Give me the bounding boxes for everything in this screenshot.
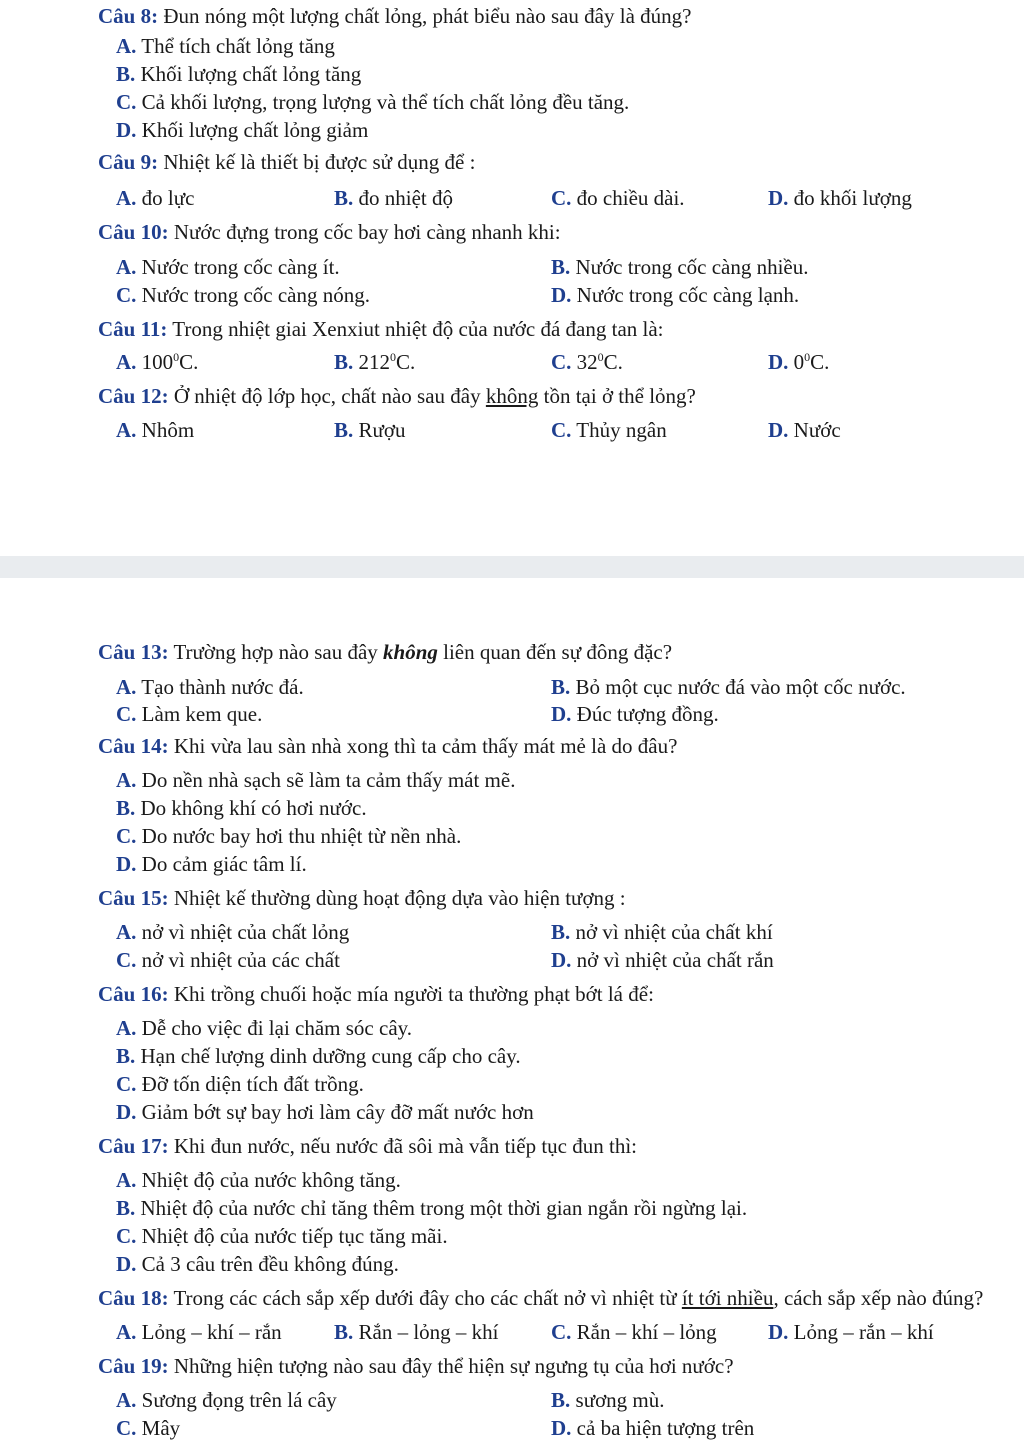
option-c: C. Nước trong cốc càng nóng.: [116, 283, 371, 307]
option-c: C. Rắn – khí – lỏng: [551, 1320, 717, 1344]
option-b: B. đo nhiệt độ: [334, 186, 454, 210]
option-c: C. Nhiệt độ của nước tiếp tục tăng mãi.: [116, 1224, 448, 1248]
option-b: B. Nước trong cốc càng nhiều.: [551, 255, 809, 279]
question-number: Câu 18:: [98, 1286, 169, 1310]
option-d: D. Đúc tượng đồng.: [551, 702, 719, 726]
question-number: Câu 10:: [98, 220, 169, 244]
question-number: Câu 17:: [98, 1134, 169, 1158]
option-d: D. $0^0C$.: [768, 350, 830, 374]
option-b: B. Bỏ một cục nước đá vào một cốc nước.: [551, 675, 906, 699]
underlined-phrase: ít tới nhiều: [681, 1286, 774, 1310]
option-d: D. đo khối lượng: [768, 186, 912, 210]
option-c: C. Làm kem que.: [116, 702, 263, 726]
option-c: C. Đỡ tốn diện tích đất trồng.: [116, 1072, 364, 1096]
question-18: Câu 18: Trong các cách sắp xếp dưới đây cho các chất nở vì nhiệt từ ít tới nhiều, cách sắp xếp nào đúng?: [98, 1286, 984, 1310]
option-c: C. nở vì nhiệt của các chất: [116, 948, 340, 972]
option-a: A. Nhôm: [116, 418, 195, 442]
question-10: [98, 220, 561, 245]
emphasized-word: không: [383, 640, 438, 664]
option-d: D. Do cảm giác tâm lí.: [116, 852, 307, 876]
question-stem: Nhiệt kế thường dùng hoạt động dựa vào hiện tượng :: [168, 886, 626, 910]
option-c: C. Mây: [116, 1416, 181, 1440]
option-d: D. Giảm bớt sự bay hơi làm cây đỡ mất nước hơn: [116, 1100, 534, 1124]
degree-sup: 0: [597, 350, 604, 364]
question-stem: Nhiệt kế là thiết bị được sử dụng để :: [158, 150, 476, 174]
degree-sup: 0: [390, 350, 397, 364]
question-number: Câu 8:: [98, 4, 159, 28]
option-c: C. Thủy ngân: [551, 418, 667, 442]
question-number: Câu 13:: [98, 640, 169, 664]
option-b: B. Nhiệt độ của nước chỉ tăng thêm trong một thời gian ngắn rồi ngừng lại.: [116, 1196, 748, 1220]
question-14: [98, 734, 677, 759]
question-11: [98, 317, 664, 342]
degree-sup: 0: [804, 350, 811, 364]
option-a: A. Tạo thành nước đá.: [116, 675, 304, 699]
option-c: C. đo chiều dài.: [551, 186, 685, 210]
question-number: Câu 16:: [98, 982, 169, 1006]
document-page-bottom: [0, 578, 1024, 1449]
question-stem: Khi trồng chuối hoặc mía người ta thường phạt bớt lá để:: [168, 982, 654, 1006]
question-8: [98, 4, 691, 29]
option-d: D. nở vì nhiệt của chất rắn: [551, 948, 774, 972]
option-b: B. sương mù.: [551, 1388, 665, 1412]
question-9: [98, 150, 475, 175]
option-a: A. đo lực: [116, 186, 195, 210]
question-number: Câu 12:: [98, 384, 169, 408]
question-stem: Khi đun nước, nếu nước đã sôi mà vẫn tiếp tục đun thì:: [168, 1134, 637, 1158]
option-b: B. Rượu: [334, 418, 406, 442]
option-c: C. Cả khối lượng, trọng lượng và thể tích chất lỏng đều tăng.: [116, 90, 630, 114]
option-a: A. Dễ cho việc đi lại chăm sóc cây.: [116, 1016, 413, 1040]
option-b: B. $212^0C$.: [334, 350, 416, 374]
option-a: A. Nước trong cốc càng ít.: [116, 255, 340, 279]
degree-sup: 0: [173, 350, 180, 364]
question-stem: Trong nhiệt giai Xenxiut nhiệt độ của nước đá đang tan là:: [167, 317, 664, 341]
question-16: [98, 982, 654, 1007]
question-number: Câu 9:: [98, 150, 159, 174]
question-17: [98, 1134, 637, 1159]
question-stem: Những hiện tượng nào sau đây thể hiện sự ngưng tụ của hơi nước?: [168, 1354, 734, 1378]
option-d: D. Lỏng – rắn – khí: [768, 1320, 934, 1344]
question-stem: Đun nóng một lượng chất lỏng, phát biểu nào sau đây là đúng?: [158, 4, 692, 28]
question-number: Câu 19:: [98, 1354, 169, 1378]
option-b: B. Hạn chế lượng dinh dưỡng cung cấp cho cây.: [116, 1044, 521, 1068]
option-a: A. Nhiệt độ của nước không tăng.: [116, 1168, 401, 1192]
question-13: Câu 13: Trường hợp nào sau đây không liên quan đến sự đông đặc?: [98, 640, 673, 664]
option-d: D. Khối lượng chất lỏng giảm: [116, 118, 369, 142]
question-stem: Nước đựng trong cốc bay hơi càng nhanh khi:: [168, 220, 561, 244]
question-12: Câu 12: Ở nhiệt độ lớp học, chất nào sau đây không tồn tại ở thể lỏng?: [98, 384, 696, 408]
underlined-word: không: [485, 384, 539, 408]
option-d: D. Nước: [768, 418, 841, 442]
document-page-top: [0, 0, 1024, 548]
option-a: A. Sương đọng trên lá cây: [116, 1388, 337, 1412]
option-b: B. Rắn – lỏng – khí: [334, 1320, 499, 1344]
option-c: C. $32^0C$.: [551, 350, 623, 374]
question-number: Câu 15:: [98, 886, 169, 910]
question-number: Câu 11:: [98, 317, 168, 341]
option-b: B. Khối lượng chất lỏng tăng: [116, 62, 362, 86]
option-b: B. Do không khí có hơi nước.: [116, 796, 367, 820]
option-d: D. cả ba hiện tượng trên: [551, 1416, 755, 1440]
question-stem: Khi vừa lau sàn nhà xong thì ta cảm thấy mát mẻ là do đâu?: [168, 734, 678, 758]
option-d: D. Cả 3 câu trên đều không đúng.: [116, 1252, 399, 1276]
option-b: B. nở vì nhiệt của chất khí: [551, 920, 773, 944]
option-c: C. Do nước bay hơi thu nhiệt từ nền nhà.: [116, 824, 462, 848]
option-a: A. Do nền nhà sạch sẽ làm ta cảm thấy mát mẽ.: [116, 768, 516, 792]
option-a: A. Lỏng – khí – rắn: [116, 1320, 282, 1344]
page-separator: [0, 556, 1024, 578]
question-15: [98, 886, 626, 911]
option-a: A. nở vì nhiệt của chất lỏng: [116, 920, 350, 944]
option-a: A. Thể tích chất lỏng tăng: [116, 34, 335, 58]
question-number: Câu 14:: [98, 734, 169, 758]
option-d: D. Nước trong cốc càng lạnh.: [551, 283, 800, 307]
question-19: [98, 1354, 734, 1379]
option-a: A. $100^0C$.: [116, 350, 199, 374]
